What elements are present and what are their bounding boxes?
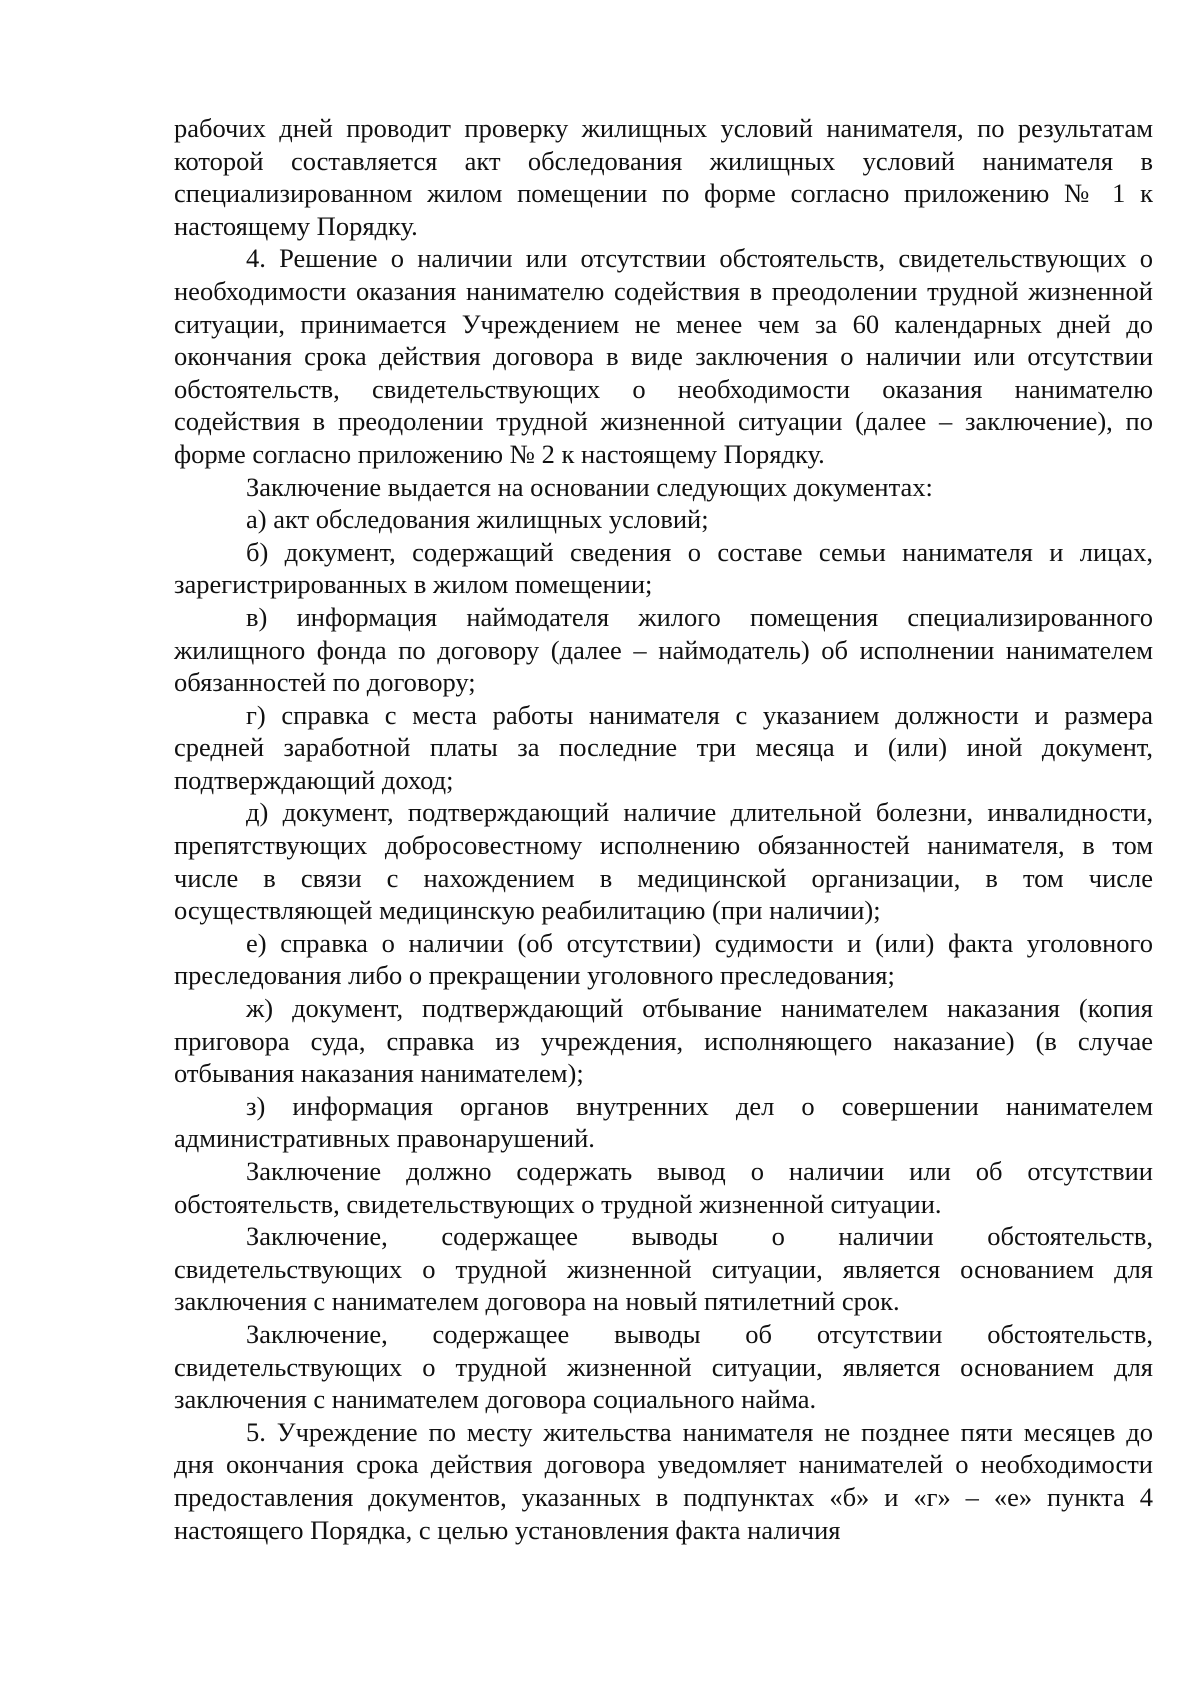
list-item-v: в) информация наймодателя жилого помещения специализированного жилищного фонда по договору (далее – наймодатель) об исполнении нанимателем обязанностей по договору;: [174, 601, 1153, 698]
list-item-b: б) документ, содержащий сведения о составе семьи нанимателя и лицах, зарегистрированных в жилом помещении;: [174, 536, 1153, 600]
paragraph-conclusion-content: Заключение должно содержать вывод о наличии или об отсутствии обстоятельств, свидетельствующих о трудной жизненной ситуации.: [174, 1156, 1153, 1219]
paragraph-item-5: 5. Учреждение по месту жительства нанимателя не позднее пяти месяцев до дня окончания срока действия договора уведомляет нанимателей о необходимости предоставления документов, указанных в подпунктах «б» и «г» – «е» пункта 4 настоящего Порядка, с целью установления факта наличия: [174, 1416, 1153, 1545]
paragraph-conclusion-absence: Заключение, содержащее выводы об отсутствии обстоятельств, свидетельствующих о трудной жизненной ситуации, является основанием для заключения с нанимателем договора социального найма.: [174, 1318, 1153, 1415]
list-item-zh: ж) документ, подтверждающий отбывание нанимателем наказания (копия приговора суда, справка из учреждения, исполняющего наказание) (в случае отбывания наказания нанимателем);: [174, 993, 1153, 1089]
list-item-d: д) документ, подтверждающий наличие длительной болезни, инвалидности, препятствующих добросовестному исполнению обязанностей нанимателя, в том числе в связи с нахождением в медицинской организации, в том числе осуществляющей медицинскую реабилитацию (при наличии);: [174, 797, 1153, 926]
document-page: [174, 112, 1153, 1546]
paragraph-conclusion-presence: Заключение, содержащее выводы о наличии обстоятельств, свидетельствующих о трудной жизненной ситуации, является основанием для заключения с нанимателем договора на новый пятилетний срок.: [174, 1221, 1153, 1317]
paragraph-documents-intro: Заключение выдается на основании следующих документах:: [246, 471, 933, 502]
paragraph-item-4: 4. Решение о наличии или отсутствии обстоятельств, свидетельствующих о необходимости оказания нанимателю содействия в преодолении трудной жизненной ситуации, принимается Учреждением не менее чем за 60 календарных дней до окончания срока действия договора в виде заключения о наличии или отсутствии обстоятельств, свидетельствующих о необходимости оказания нанимателю содействия в преодолении трудной жизненной ситуации (далее – заключение), по форме согласно приложению № 2 к настоящему Порядку.: [174, 243, 1153, 469]
list-item-a: а) акт обследования жилищных условий;: [246, 504, 709, 535]
list-item-g: г) справка с места работы нанимателя с указанием должности и размера средней заработной платы за последние три месяца и (или) иной документ, подтверждающий доход;: [174, 699, 1153, 795]
paragraph-continuation: рабочих дней проводит проверку жилищных условий нанимателя, по результатам которой составляется акт обследования жилищных условий нанимателя в специализированном жилом помещении по форме согласно приложению № 1 к настоящему Порядку.: [174, 113, 1153, 241]
list-item-z: з) информация органов внутренних дел о совершении нанимателем административных правонарушений.: [174, 1090, 1153, 1154]
list-item-e: е) справка о наличии (об отсутствии) судимости и (или) факта уголовного преследования либо о прекращении уголовного преследования;: [174, 927, 1153, 991]
